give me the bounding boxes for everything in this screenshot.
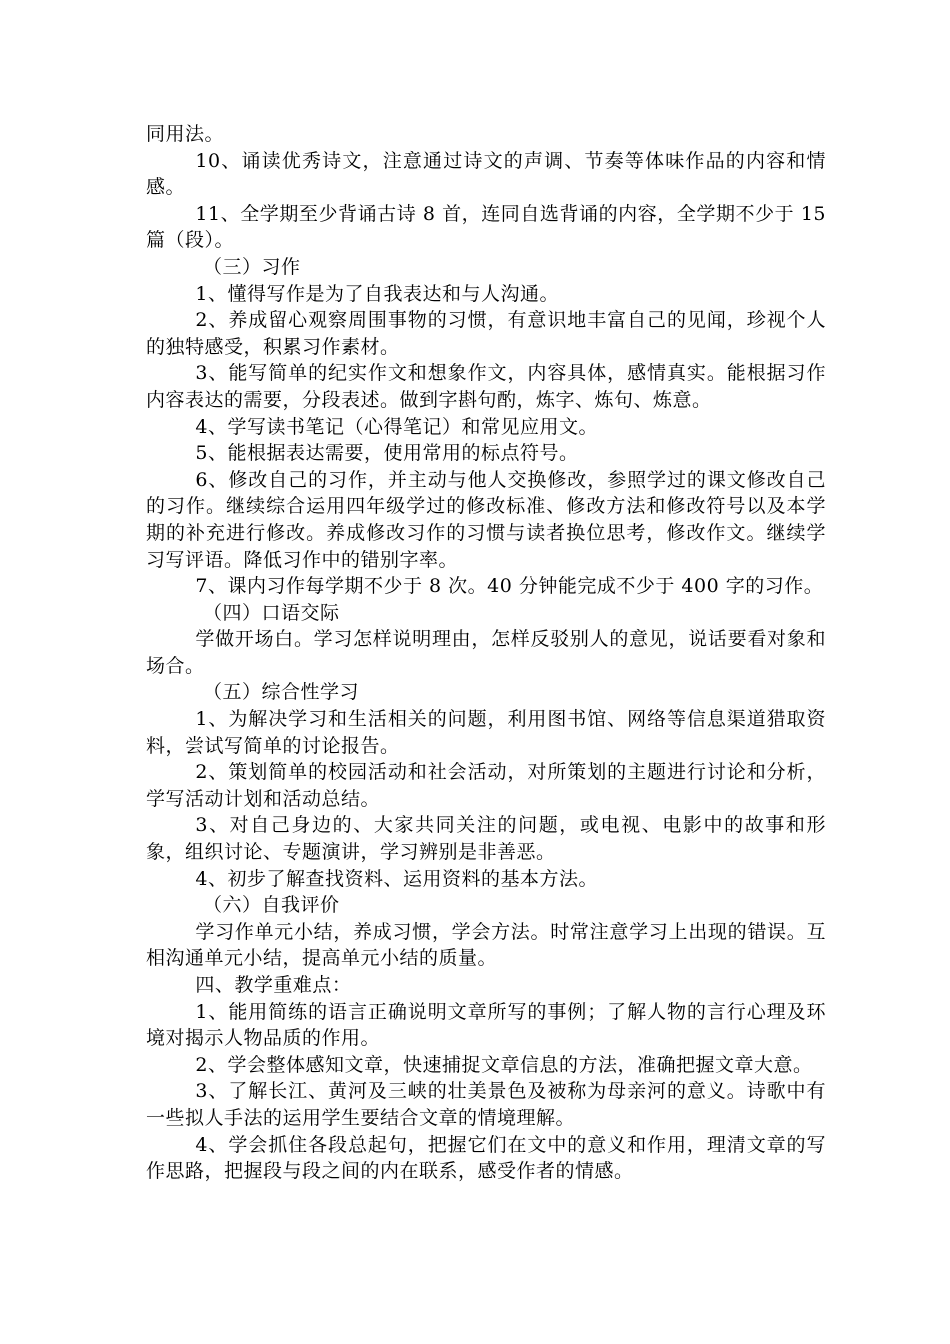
paragraph-24: 3、了解长江、黄河及三峡的壮美景色及被称为母亲河的意义。诗歌中有一些拟人手法的运用学生要结合文章的情境理解。 xyxy=(146,1080,826,1129)
document-page xyxy=(146,121,826,1185)
paragraph-1: 同用法。 xyxy=(146,123,225,145)
paragraph-18: 4、初步了解查找资料、运用资料的基本方法。 xyxy=(195,867,598,890)
paragraph-20: 学习作单元小结，养成习惯，学会方法。时常注意学习上出现的错误。互相沟通单元小结，提高单元小结的质量。 xyxy=(146,920,826,970)
paragraph-7: 3、能写简单的纪实作文和想象作文，内容具体，感情真实。能根据习作内容表达的需要，分段表述。做到字斟句酌，炼字、炼句、炼意。 xyxy=(146,362,826,411)
paragraph-15: 1、为解决学习和生活相关的问题，利用图书馆、网络等信息渠道猎取资料，尝试写简单的讨论报告。 xyxy=(146,708,826,757)
paragraph-11: 7、课内习作每学期不少于 8 次。40 分钟能完成不少于 400 字的习作。 xyxy=(195,575,824,598)
section-heading-comprehensive: （五）综合性学习 xyxy=(203,681,360,704)
paragraph-8: 4、学写读书笔记（心得笔记）和常见应用文。 xyxy=(195,415,598,438)
section-heading-key-points: 四、教学重难点： xyxy=(195,974,352,996)
section-heading-self-evaluation: （六）自我评价 xyxy=(203,894,340,917)
paragraph-9: 5、能根据表达需要，使用常用的标点符号。 xyxy=(195,442,579,465)
section-heading-composition: （三）习作 xyxy=(203,255,301,278)
paragraph-17: 3、对自己身边的、大家共同关注的问题，或电视、电影中的故事和形象，组织讨论、专题演讲，学习辨别是非善恶。 xyxy=(146,814,826,864)
paragraph-5: 1、懂得写作是为了自我表达和与人沟通。 xyxy=(195,282,559,305)
paragraph-13: 学做开场白。学习怎样说明理由，怎样反驳别人的意见，说话要看对象和场合。 xyxy=(146,628,826,677)
paragraph-16: 2、策划简单的校园活动和社会活动，对所策划的主题进行讨论和分析，学写活动计划和活动总结。 xyxy=(146,761,826,810)
paragraph-22: 1、能用简练的语言正确说明文章所写的事例；了解人物的言行心理及环境对揭示人物品质的作用。 xyxy=(146,1000,826,1050)
paragraph-3: 11、全学期至少背诵古诗 8 首，连同自选背诵的内容，全学期不少于 15 篇（段）。 xyxy=(146,202,826,252)
paragraph-23: 2、学会整体感知文章，快速捕捉文章信息的方法，准确把握文章大意。 xyxy=(195,1053,813,1076)
section-heading-oral: （四）口语交际 xyxy=(203,601,340,624)
paragraph-2: 10、诵读优秀诗文，注意通过诗文的声调、节奏等体味作品的内容和情感。 xyxy=(146,149,826,199)
paragraph-25: 4、学会抓住各段总起句，把握它们在文中的意义和作用，理清文章的写作思路，把握段与段之间的内在联系，感受作者的情感。 xyxy=(146,1133,826,1183)
paragraph-10: 6、修改自己的习作，并主动与他人交换修改，参照学过的课文修改自己的习作。继续综合运用四年级学过的修改标准、修改方法和修改符号以及本学期的补充进行修改。养成修改习作的习惯与读者换位思考，修改作文。继续学习写评语。降低习作中的错别字率。 xyxy=(146,468,826,571)
paragraph-6: 2、养成留心观察周围事物的习惯，有意识地丰富自己的见闻，珍视个人的独特感受，积累习作素材。 xyxy=(146,309,826,358)
